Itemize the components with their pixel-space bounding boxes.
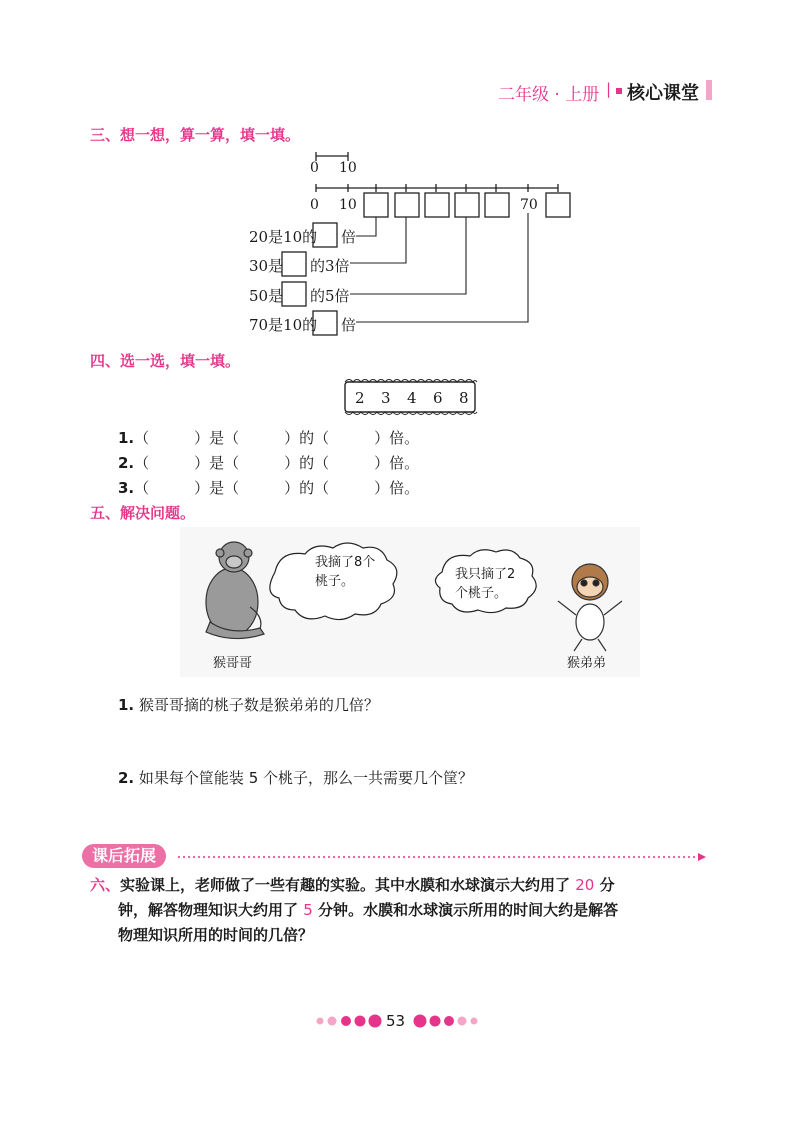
number-line-diagram bbox=[0, 0, 800, 360]
dot-icon bbox=[355, 1016, 366, 1027]
long-line-label-70: 70 bbox=[520, 197, 538, 213]
choice-item-text: （ ）是（ ）的（ ）倍。 bbox=[134, 429, 420, 447]
caption-small-monkey: 猴弟弟 bbox=[567, 656, 607, 671]
small-line-start: 0 bbox=[310, 160, 319, 176]
question-2-text: 如果每个筐能装 5 个桃子，那么一共需要几个筐？ bbox=[138, 769, 474, 787]
choice-item-num: 1. bbox=[118, 429, 135, 447]
section3-title: 三、想一想，算一算，填一填。 bbox=[90, 126, 301, 144]
bubble-small-line1: 我只摘了2 bbox=[455, 567, 516, 582]
row1-after: 倍 bbox=[341, 228, 357, 246]
value-2: 5 bbox=[303, 901, 313, 919]
caption-big-monkey: 猴哥哥 bbox=[213, 656, 253, 671]
page-number: 53 bbox=[386, 1012, 406, 1030]
choice-item-3 bbox=[118, 477, 419, 498]
dotted-divider bbox=[178, 852, 708, 862]
connector-20 bbox=[356, 217, 376, 236]
problem-text-2a: 钟 bbox=[118, 901, 134, 919]
dot-icon bbox=[341, 1016, 351, 1026]
question-2-num: 2. bbox=[118, 769, 135, 787]
dot-icon bbox=[369, 1015, 382, 1028]
card-number-1: 2 bbox=[355, 389, 365, 407]
choice-item-num: 3. bbox=[118, 479, 135, 497]
answer-box-60 bbox=[485, 193, 509, 217]
bubble-small-line2: 个桃子。 bbox=[455, 586, 508, 601]
problem-text-2c: 。水膜和水球演示所用的时间大约是解答 bbox=[348, 901, 619, 919]
choice-item-1 bbox=[118, 427, 419, 448]
row-box-3 bbox=[282, 282, 306, 306]
unit-1: 分 bbox=[599, 876, 615, 894]
answer-box-80 bbox=[546, 193, 570, 217]
header-separator: | bbox=[606, 80, 612, 98]
answer-box-20 bbox=[364, 193, 388, 217]
answer-box-50 bbox=[455, 193, 479, 217]
connector-50 bbox=[350, 217, 466, 294]
dot-icon bbox=[471, 1018, 478, 1025]
card-number-2: 3 bbox=[381, 389, 391, 407]
row2-before: 30是 bbox=[249, 257, 284, 275]
row1-before: 20是10的 bbox=[249, 228, 318, 246]
dot-icon bbox=[444, 1016, 454, 1026]
problem-text-1: 实验课上，老师做了一些有趣的实验。其中水膜和水球演示大约用了 bbox=[120, 876, 571, 894]
question-2 bbox=[118, 767, 473, 788]
dot-icon bbox=[414, 1015, 427, 1028]
answer-box-40 bbox=[425, 193, 449, 217]
problem-text-2b: ，解答物理知识大约用了 bbox=[133, 901, 299, 919]
section4-title: 四、选一选，填一填。 bbox=[90, 352, 241, 370]
problem-number: 六、 bbox=[90, 876, 121, 894]
connector-70 bbox=[356, 213, 528, 322]
long-line-label-0: 0 bbox=[310, 197, 319, 213]
question-1-num: 1. bbox=[118, 696, 135, 714]
choice-item-text: （ ）是（ ）的（ ）倍。 bbox=[134, 479, 420, 497]
card-number-5: 8 bbox=[459, 389, 469, 407]
dot-icon bbox=[430, 1016, 441, 1027]
row4-after: 倍 bbox=[341, 316, 357, 334]
choice-item-2 bbox=[118, 452, 419, 473]
bubble-big-line1: 我摘了8个 bbox=[315, 555, 376, 570]
row3-after: 的5倍 bbox=[310, 287, 350, 305]
dot-icon bbox=[328, 1017, 337, 1026]
row2-after: 的3倍 bbox=[310, 257, 350, 275]
problem-text-3: 物理知识所用的时间的几倍？ bbox=[118, 926, 314, 944]
bubble-big-line2: 桃子。 bbox=[315, 574, 355, 589]
value-1: 20 bbox=[575, 876, 595, 894]
divider-arrow-icon bbox=[698, 853, 706, 861]
row-box-2 bbox=[282, 252, 306, 276]
small-line-end: 10 bbox=[339, 160, 357, 176]
long-line-label-10: 10 bbox=[339, 197, 357, 213]
section5-title: 五、解决问题。 bbox=[90, 504, 196, 522]
extension-tag: 课后拓展 bbox=[82, 844, 166, 868]
answer-box-30 bbox=[395, 193, 419, 217]
card-number-3: 4 bbox=[407, 389, 417, 407]
connector-30 bbox=[350, 217, 406, 263]
extension-problem bbox=[90, 873, 712, 948]
header-grade: 二年级 · 上册 bbox=[498, 85, 600, 105]
question-1 bbox=[118, 694, 379, 715]
question-1-text: 猴哥哥摘的桃子数是猴弟弟的几倍？ bbox=[138, 696, 379, 714]
dot-icon bbox=[317, 1018, 324, 1025]
choice-item-text: （ ）是（ ）的（ ）倍。 bbox=[134, 454, 420, 472]
choice-item-num: 2. bbox=[118, 454, 135, 472]
row3-before: 50是 bbox=[249, 287, 284, 305]
dot-icon bbox=[458, 1017, 467, 1026]
card-number-4: 6 bbox=[433, 389, 443, 407]
unit-2: 分钟 bbox=[318, 901, 349, 919]
header-title: 核心课堂 bbox=[627, 83, 699, 104]
row4-before: 70是10的 bbox=[249, 316, 318, 334]
